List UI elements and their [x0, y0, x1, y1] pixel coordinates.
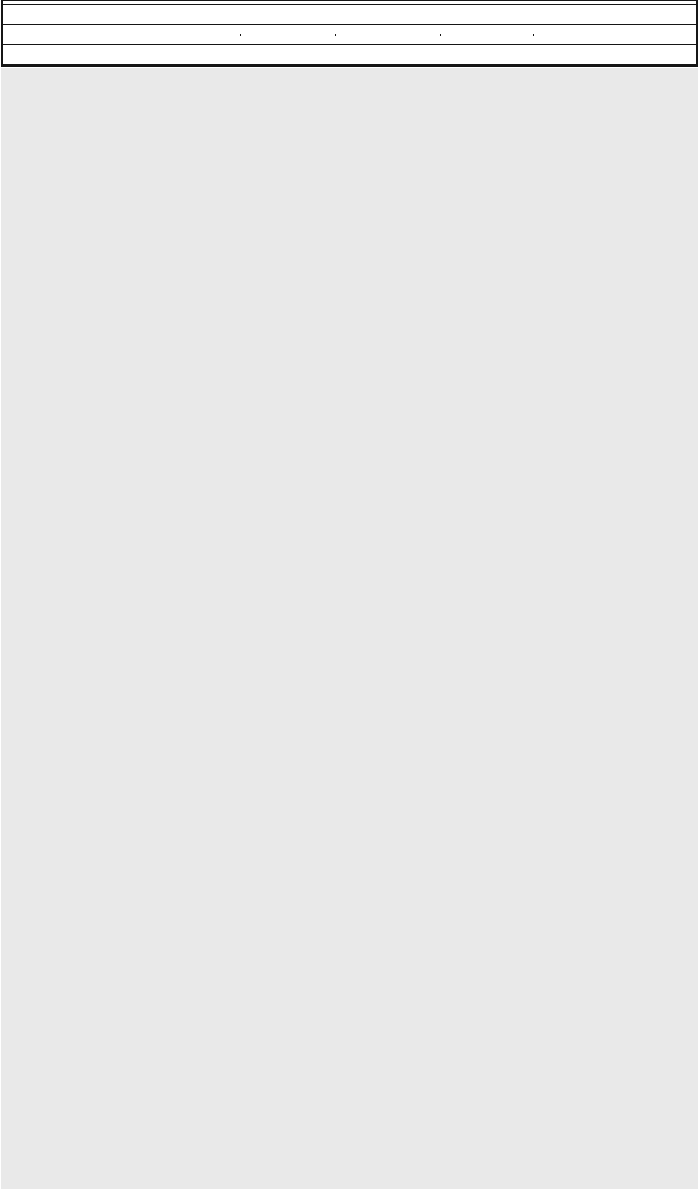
column-header-cell: [240, 34, 335, 36]
row-group-header-label: [3, 34, 240, 36]
note-text: [3, 14, 696, 16]
column-header-cell: [533, 34, 696, 36]
row-label: [3, 54, 240, 56]
table-row: [3, 4, 696, 24]
table-row: [3, 24, 696, 44]
table-row: [3, 44, 696, 64]
page-bottom-margin: [1, 68, 698, 1189]
covid-inspection-table: [1, 0, 698, 67]
column-header-cell: [335, 34, 440, 36]
column-header-cell: [440, 34, 533, 36]
